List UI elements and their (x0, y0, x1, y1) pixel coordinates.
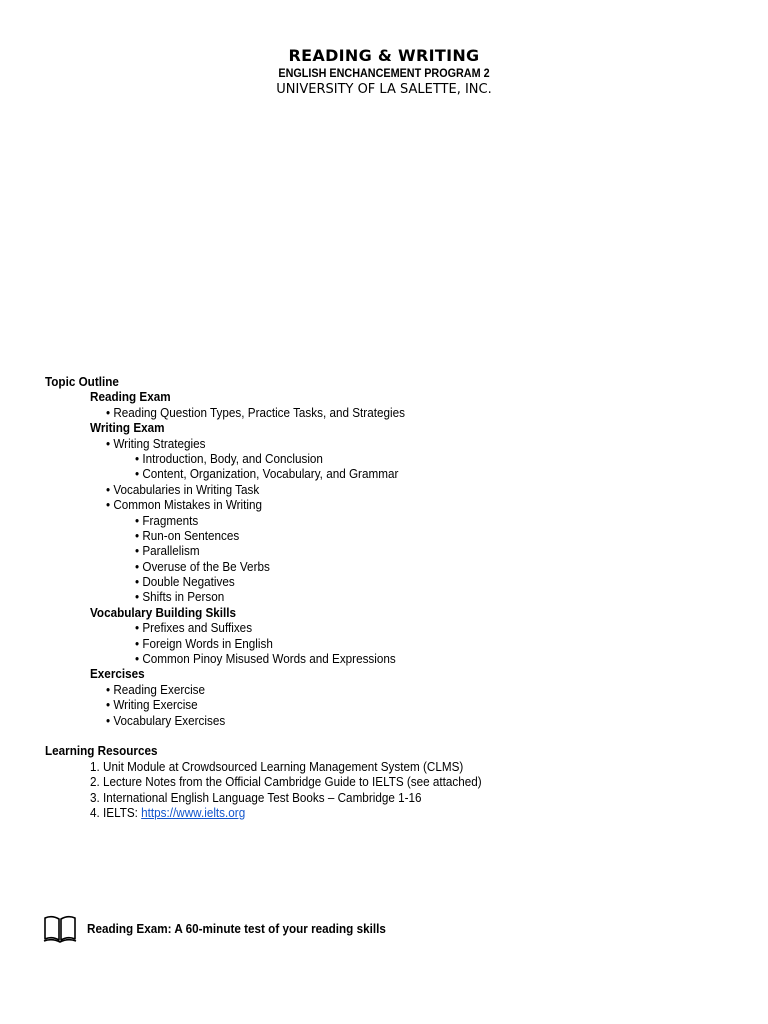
list-item: • Reading Exercise (106, 681, 206, 697)
writing-exam-heading: Writing Exam (90, 420, 165, 436)
list-item: • Vocabularies in Writing Task (106, 481, 260, 497)
list-item: • Fragments (135, 512, 199, 528)
list-item: • Overuse of the Be Verbs (135, 558, 270, 574)
list-item: • Common Mistakes in Writing (106, 497, 263, 513)
list-item: • Writing Exercise (106, 697, 198, 713)
list-item-ielts (90, 805, 680, 820)
open-book-icon (43, 912, 77, 944)
list-item: • Shifts in Person (135, 589, 225, 605)
list-item: • Vocabulary Exercises (106, 712, 226, 728)
topic-outline-heading: Topic Outline (45, 374, 119, 389)
spacer (45, 728, 745, 743)
ielts-label: 4. IELTS: (90, 804, 142, 820)
document-header (0, 46, 768, 98)
topic-outline-section (45, 374, 745, 820)
list-item: • Foreign Words in English (135, 635, 273, 651)
list-item: • Content, Organization, Vocabulary, and Grammar (135, 466, 399, 482)
university-name: UNIVERSITY OF LA SALETTE, INC. (276, 82, 492, 97)
vocabulary-skills-heading: Vocabulary Building Skills (90, 604, 237, 620)
reading-exam-callout (43, 912, 419, 944)
program-subtitle: ENGLISH ENCHANCEMENT PROGRAM 2 (278, 66, 490, 80)
document-title: READING & WRITING (288, 46, 480, 65)
learning-resources-heading: Learning Resources (45, 743, 158, 759)
list-item: • Double Negatives (135, 574, 235, 590)
reading-exam-heading: Reading Exam (90, 389, 171, 405)
list-item: 3. International English Language Test Books – Cambridge 1-16 (90, 789, 422, 805)
list-item: 2. Lecture Notes from the Official Cambridge Guide to IELTS (see attached) (90, 774, 482, 790)
list-item: • Writing Strategies (106, 435, 206, 451)
exercises-heading: Exercises (90, 666, 145, 682)
list-item: • Parallelism (135, 543, 200, 559)
list-item: • Prefixes and Suffixes (135, 620, 253, 636)
list-item: 1. Unit Module at Crowdsourced Learning Management System (CLMS) (90, 758, 464, 774)
list-item: • Common Pinoy Misused Words and Expressions (135, 651, 396, 667)
list-item: • Run-on Sentences (135, 527, 240, 543)
ielts-link[interactable]: https://www.ielts.org (141, 804, 246, 820)
list-item: • Reading Question Types, Practice Tasks, and Strategies (106, 404, 405, 420)
list-item: • Introduction, Body, and Conclusion (135, 450, 323, 466)
callout-text: Reading Exam: A 60-minute test of your reading skills (87, 920, 386, 936)
